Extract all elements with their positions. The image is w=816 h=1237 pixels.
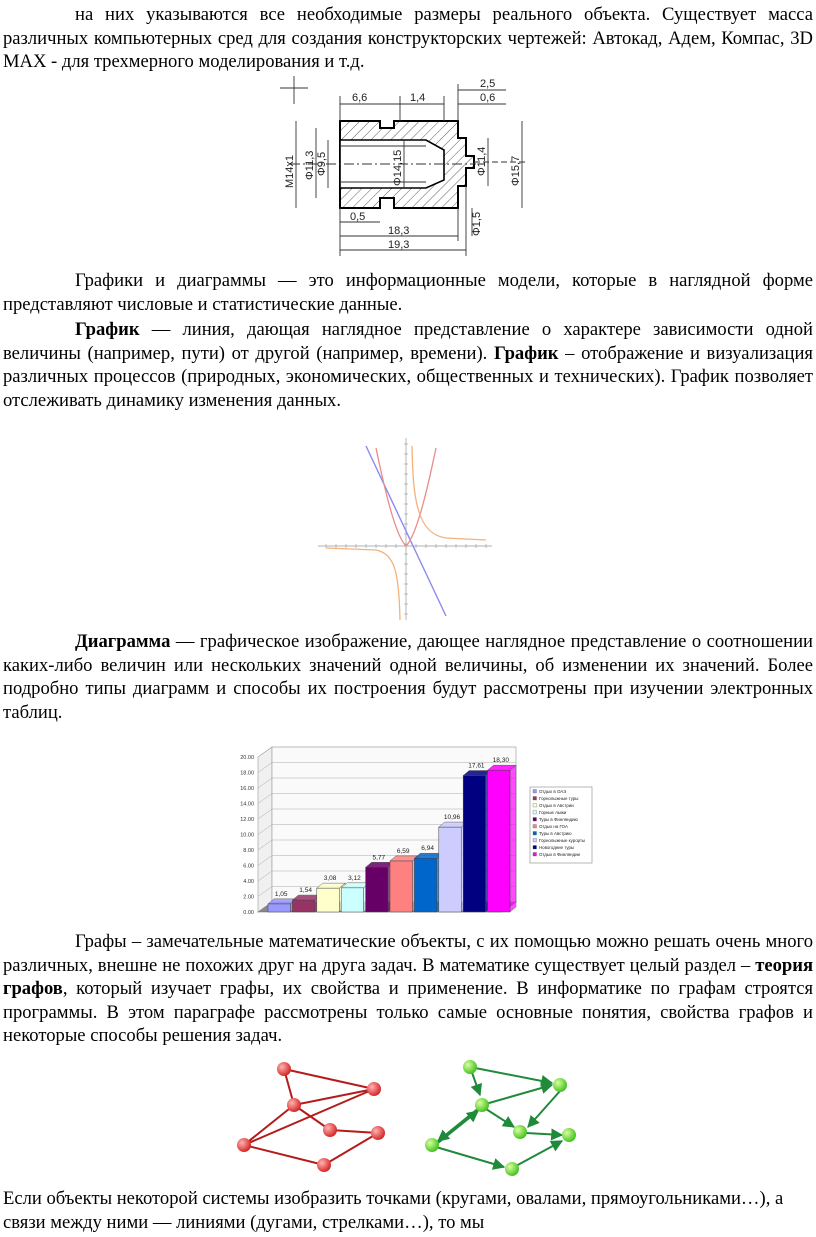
graph-node xyxy=(475,1098,489,1112)
legend-swatch xyxy=(533,818,537,822)
undirected-graph xyxy=(244,1069,378,1165)
bar xyxy=(439,827,461,912)
dim-label: Φ15,7 xyxy=(510,155,522,186)
dim-label: 1,4 xyxy=(410,92,426,104)
graphs-figure xyxy=(232,1055,592,1180)
graph-node xyxy=(237,1138,251,1152)
graph-node xyxy=(553,1078,567,1092)
y-tick-label: 8.00 xyxy=(243,848,254,854)
data-label: 6,59 xyxy=(396,847,410,855)
data-label: 1,05 xyxy=(274,890,288,898)
paragraph-graphs-diagrams: Графики и диаграммы — это информационные модели, которые в наглядной форме представляют числовые и статистические данные. xyxy=(3,270,813,315)
legend-label: Отдых в Финляндии xyxy=(539,852,581,857)
data-label: 10,96 xyxy=(443,814,461,822)
y-tick-label: 10.00 xyxy=(240,832,254,839)
legend-label: Горнолыжные туры xyxy=(539,796,579,801)
graph-node xyxy=(505,1162,519,1176)
bar-chart xyxy=(228,735,598,920)
term-diagram: Диаграмма xyxy=(75,631,171,652)
dim-label: Φ14,15 xyxy=(392,149,404,186)
y-tick-label: 6.00 xyxy=(243,863,254,870)
term-graph-theory: теория графов xyxy=(3,954,813,999)
legend-swatch xyxy=(533,846,537,850)
legend-swatch xyxy=(533,797,537,801)
graph-node xyxy=(367,1082,381,1096)
legend-label: Горнолыжные курорты xyxy=(539,838,586,843)
graph-node xyxy=(562,1128,576,1142)
term-graph: График xyxy=(75,319,140,340)
graph-node xyxy=(323,1123,337,1137)
legend-swatch xyxy=(533,804,537,808)
bar xyxy=(317,888,339,912)
dim-label: Φ1,5 xyxy=(471,211,483,236)
bar xyxy=(268,904,290,912)
data-label: 3,12 xyxy=(348,874,361,882)
legend-swatch xyxy=(533,825,537,829)
y-tick-label: 12.00 xyxy=(240,817,254,823)
bar xyxy=(414,858,436,912)
dim-label: 0,6 xyxy=(480,92,496,104)
graph-node xyxy=(277,1062,291,1076)
y-tick-label: 16.00 xyxy=(240,786,254,792)
dim-label: Φ11,3 xyxy=(304,150,316,180)
paragraph-graph-definition: График — линия, дающая наглядное представление о характере зависимости одной величины (например, пути) от другой (например, времени). График – отображение и визуализация различных процессов (природных, экономических, общественных и технических). График позволяет отслеживать динамику изменения данных. xyxy=(3,319,813,411)
legend-label: Туры в Австрию xyxy=(539,831,572,836)
y-tick-label: 18.00 xyxy=(240,770,254,777)
data-label: 1,54 xyxy=(299,887,312,895)
legend-swatch xyxy=(533,790,537,794)
legend-label: Новогодние туры xyxy=(539,845,575,850)
directed-graph xyxy=(436,1067,562,1167)
legend-swatch xyxy=(533,811,537,815)
data-label: 18,30 xyxy=(492,757,509,765)
dim-label: Φ11,4 xyxy=(476,146,488,176)
dim-label: 18,3 xyxy=(388,225,410,237)
dim-label: 0,5 xyxy=(350,211,366,223)
bar xyxy=(292,900,314,912)
paragraph-systems: Если объекты некоторой системы изобразить точками (кругами, овалами, прямоугольниками…), а связи между ними — линиями (дугами, стрелками…), то мы xyxy=(3,1188,784,1233)
paragraph-intro: на них указываются все необходимые размеры реального объекта. Существует масса различных компьютерных сред для создания конструкторских чертежей: Автокад, Адем, Компас, 3D MAX - для трехмерного моделирования и т.д. xyxy=(3,4,813,72)
technical-drawing xyxy=(276,76,546,266)
graph-node xyxy=(287,1098,301,1112)
paragraph-diagram-definition: Диаграмма — графическое изображение, дающее наглядное представление о соотношении каких-либо величин или нескольких значений одной величины, об изменении их значений. Более подробно типы диаграмм и способы их построения будут рассмотрены при изучении электронных таблиц. xyxy=(3,631,813,723)
bar xyxy=(390,861,412,912)
legend-swatch xyxy=(533,832,537,836)
y-tick-label: 14.00 xyxy=(240,801,254,808)
dim-label: 6,6 xyxy=(352,92,368,104)
graph-node xyxy=(463,1060,477,1074)
bar-side xyxy=(510,765,516,912)
bar xyxy=(463,776,485,912)
graph-node xyxy=(317,1158,331,1172)
legend-label: Отдых в ОАЭ xyxy=(539,789,567,794)
data-label: 17,61 xyxy=(468,762,485,770)
y-tick-label: 2.00 xyxy=(243,894,254,901)
dim-label: М14х1 xyxy=(284,154,296,188)
term-graph: График xyxy=(493,342,559,364)
legend-label: Горные лыжи xyxy=(539,810,567,815)
dim-label: 19,3 xyxy=(388,239,410,251)
graph-node xyxy=(513,1125,527,1139)
legend-label: Отдых в Австрии xyxy=(539,803,574,808)
paragraph-graph-theory: Графы – замечательные математические объекты, с их помощью можно решать очень много различных, внешне не похожих друг на друга задач. В математике существует целый раздел – теория графов, который изучает графы, их свойства и применение. В информатике по графам строятся программы. В этом параграфе рассмотрены только самые основные понятия, свойства графов и некоторые способы решения задач. xyxy=(3,931,813,1046)
graph-node xyxy=(371,1126,385,1140)
graph-node xyxy=(425,1138,439,1152)
bar xyxy=(366,867,388,912)
legend-swatch xyxy=(533,853,537,857)
legend-label: Туры в Финляндию xyxy=(539,817,578,822)
legend-label: Отдых на ГОА xyxy=(539,824,568,829)
data-label: 6,94 xyxy=(421,845,434,853)
dim-label: 2,5 xyxy=(480,78,496,90)
data-label: 5,77 xyxy=(372,854,386,862)
bar xyxy=(488,770,510,912)
y-tick-label: 20.00 xyxy=(240,755,254,761)
bar xyxy=(341,888,363,912)
data-label: 3,08 xyxy=(323,875,337,883)
function-graph-figure xyxy=(316,436,496,622)
y-tick-label: 4.00 xyxy=(243,879,254,885)
dim-label: Φ9,5 xyxy=(316,151,328,176)
y-tick-label: 0.00 xyxy=(243,910,254,916)
legend-swatch xyxy=(533,839,537,843)
